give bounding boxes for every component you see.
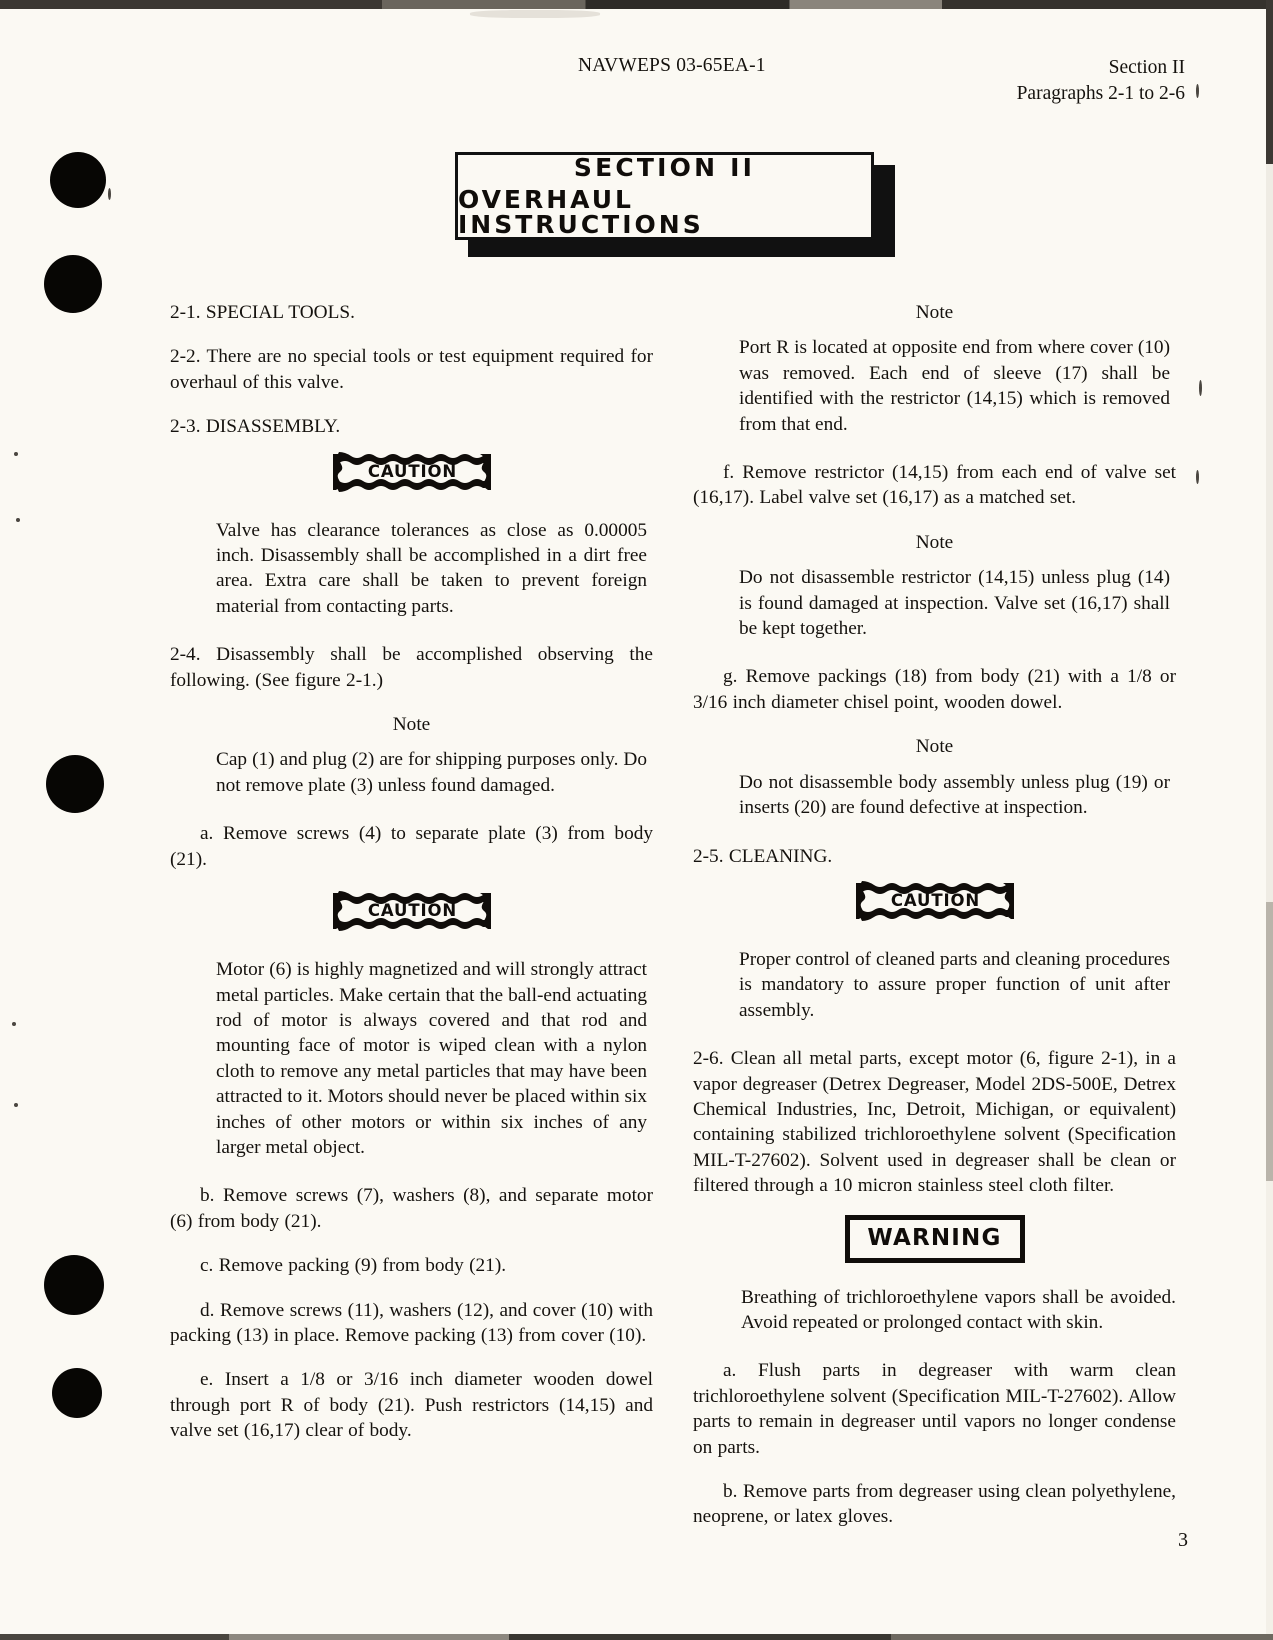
caution-1-text: Valve has clearance tolerances as close as 0.00005 inch. Disassembly shall be accomplished in a dirt free area. Extra care shall be taken to prevent foreign material from contacting parts.: [216, 519, 647, 617]
caution-label: CAUTION: [367, 461, 458, 481]
right-text-column: [693, 300, 1176, 1530]
paragraph-2-2: 2-2. There are no special tools or test equipment required for overhaul of this valve.: [170, 346, 653, 393]
section-label: Section II: [1108, 57, 1185, 78]
warning-box: [845, 1215, 1025, 1263]
banner-box: [455, 152, 874, 240]
binder-hole: [44, 255, 102, 313]
step-f: f. Remove restrictor (14,15) from each end of valve set (16,17). Label valve set (16,17) as a matched set.: [693, 462, 1176, 509]
section-banner: [455, 152, 895, 257]
binder-hole: [46, 755, 104, 813]
caution-2-text: Motor (6) is highly magnetized and will strongly attract metal particles. Make certain that the ball-end actuating rod of motor is always covered and that rod and mounting face of motor is wiped clean with a nylon cloth to remove any metal particles that may have been attracted to it. Motors should never be placed within six inches of other motors or within six inches of any larger metal object.: [216, 959, 647, 1158]
step-g: g. Remove packings (18) from body (21) with a 1/8 or 3/16 inch diameter chisel point, wooden dowel.: [693, 666, 1176, 713]
note-3-heading: Note: [915, 531, 954, 553]
note-1-text: Cap (1) and plug (2) are for shipping purposes only. Do not remove plate (3) unless found damaged.: [216, 749, 647, 796]
scan-speck: [14, 1103, 18, 1107]
step-b: b. Remove screws (7), washers (8), and separate motor (6) from body (21).: [170, 1185, 653, 1232]
banner-title-line-1: SECTION II: [573, 153, 756, 182]
scan-speck: [108, 188, 111, 200]
document-number: NAVWEPS 03-65EA-1: [578, 55, 766, 76]
step-a: a. Remove screws (4) to separate plate (3) from body (21).: [170, 823, 653, 870]
caution-box: [333, 891, 491, 931]
step-d: d. Remove screws (11), washers (12), and cover (10) with packing (13) in place. Remove packing (13) from cover (10).: [170, 1299, 653, 1346]
binder-hole: [50, 152, 106, 208]
scan-edge-top: [0, 0, 1273, 9]
warning-label: WARNING: [867, 1224, 1002, 1251]
step-a-cleaning: a. Flush parts in degreaser with warm clean trichloroethylene solvent (Specification MIL-T-27602). Allow parts to remain in degreaser until vapors no longer condense on parts.: [693, 1360, 1176, 1458]
paragraph-2-6: 2-6. Clean all metal parts, except motor (6, figure 2-1), in a vapor degreaser (Detrex Degreaser, Model 2DS-500E, Detrex Chemical Industries, Inc, Detroit, Michigan, or equivalent) containing stabilized trichloroethylene solvent (Specification MIL-T-27602). Solvent used in degreaser shall be clean or filtered through a 10 micron stainless steel cloth filter.: [693, 1048, 1176, 1197]
paragraph-2-1-heading: 2-1. SPECIAL TOOLS.: [170, 302, 355, 323]
scan-edge-bottom: [0, 1634, 1273, 1640]
banner-title-line-2: OVERHAUL INSTRUCTIONS: [458, 185, 704, 239]
paragraph-range-label: Paragraphs 2-1 to 2-6: [1016, 83, 1185, 104]
scan-speck: [1199, 380, 1202, 396]
caution-box: [333, 452, 491, 492]
paragraph-2-5-heading: 2-5. CLEANING.: [693, 845, 833, 867]
caution-label: CAUTION: [890, 891, 981, 911]
page-number: 3: [1178, 1529, 1188, 1551]
left-text-column: [170, 300, 653, 1444]
caution-box: [856, 881, 1014, 921]
step-e: e. Insert a 1/8 or 3/16 inch diameter wooden dowel through port R of body (21). Push restrictors (14,15) and valve set (16,17) clear of body.: [170, 1369, 653, 1442]
step-c: c. Remove packing (9) from body (21).: [200, 1255, 507, 1277]
header-section-info: [1017, 55, 1185, 107]
page-header: [0, 55, 1273, 105]
step-b-cleaning: b. Remove parts from degreaser using clean polyethylene, neoprene, or latex gloves.: [693, 1481, 1176, 1528]
scan-speck: [1196, 470, 1199, 484]
binder-hole: [44, 1255, 104, 1315]
note-4-heading: Note: [915, 736, 954, 758]
scan-edge-right: [1266, 0, 1273, 1640]
binder-hole: [52, 1368, 102, 1418]
paragraph-2-3-heading: 2-3. DISASSEMBLY.: [170, 416, 341, 438]
caution-3-text: Proper control of cleaned parts and cleaning procedures is mandatory to assure proper function of unit after assembly.: [739, 948, 1170, 1021]
note-2-text: Port R is located at opposite end from where cover (10) was removed. Each end of sleeve (17) shall be identified with the restrictor (14,15) which is removed from that end.: [739, 337, 1170, 435]
scan-speck: [12, 1022, 16, 1026]
warning-1-text: Breathing of trichloroethylene vapors shall be avoided. Avoid repeated or prolonged contact with skin.: [741, 1286, 1176, 1333]
scan-speck: [14, 452, 18, 456]
scan-speck: [16, 518, 20, 522]
paragraph-2-4: 2-4. Disassembly shall be accomplished observing the following. (See figure 2-1.): [170, 644, 653, 691]
note-4-text: Do not disassemble body assembly unless plug (19) or inserts (20) are found defective at inspection.: [739, 771, 1170, 819]
scan-smudge: [470, 10, 600, 18]
note-2-heading: Note: [915, 302, 954, 323]
caution-label: CAUTION: [367, 901, 458, 921]
note-1-heading: Note: [392, 714, 431, 736]
note-3-text: Do not disassemble restrictor (14,15) unless plug (14) is found damaged at inspection. Valve set (16,17) shall be kept together.: [739, 567, 1170, 640]
